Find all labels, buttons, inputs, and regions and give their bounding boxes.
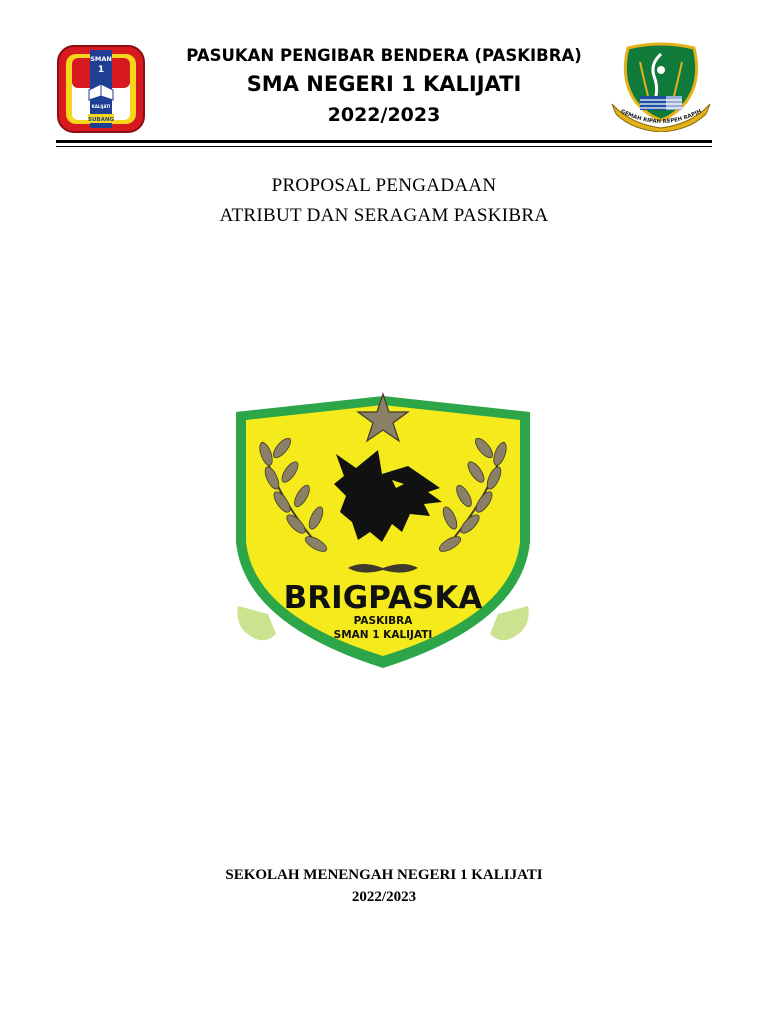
emblem-subtitle-2: SMAN 1 KALIJATI — [333, 629, 433, 641]
school-year: 2022/2023 — [327, 104, 441, 126]
letterhead-rule-thick — [56, 140, 712, 143]
footer-school-name: SEKOLAH MENENGAH NEGERI 1 KALIJATI — [225, 867, 543, 883]
organization-name: PASUKAN PENGIBAR BENDERA (PASKIBRA) — [186, 46, 582, 65]
school-crest-logo — [56, 44, 146, 134]
letterhead-text — [150, 44, 618, 130]
emblem-name: BRIGPASKA — [283, 580, 483, 616]
svg-text:GEMAH RIPAH REPEH RAPIH: GEMAH RIPAH REPEH RAPIH — [619, 108, 703, 126]
svg-text:1: 1 — [97, 65, 105, 75]
school-name: SMA NEGERI 1 KALIJATI — [246, 72, 522, 96]
document-title — [0, 171, 768, 231]
brigpaska-emblem — [232, 392, 534, 672]
svg-text:KALIJATI: KALIJATI — [91, 104, 111, 109]
document-footer — [0, 864, 768, 908]
title-line-2: ATRIBUT DAN SERAGAM PASKIBRA — [219, 205, 549, 226]
title-line-1: PROPOSAL PENGADAAN — [271, 175, 497, 196]
svg-text:SUBANG: SUBANG — [88, 117, 114, 123]
letterhead — [0, 0, 768, 150]
west-java-emblem-logo — [610, 40, 712, 132]
emblem-ribbon-left — [237, 606, 276, 640]
emblem-subtitle-1: PASKIBRA — [353, 615, 413, 627]
emblem-ribbon-right — [490, 606, 529, 640]
svg-text:SMAN: SMAN — [90, 55, 112, 63]
letterhead-rule-thin — [56, 146, 712, 147]
footer-year: 2022/2023 — [351, 889, 417, 905]
